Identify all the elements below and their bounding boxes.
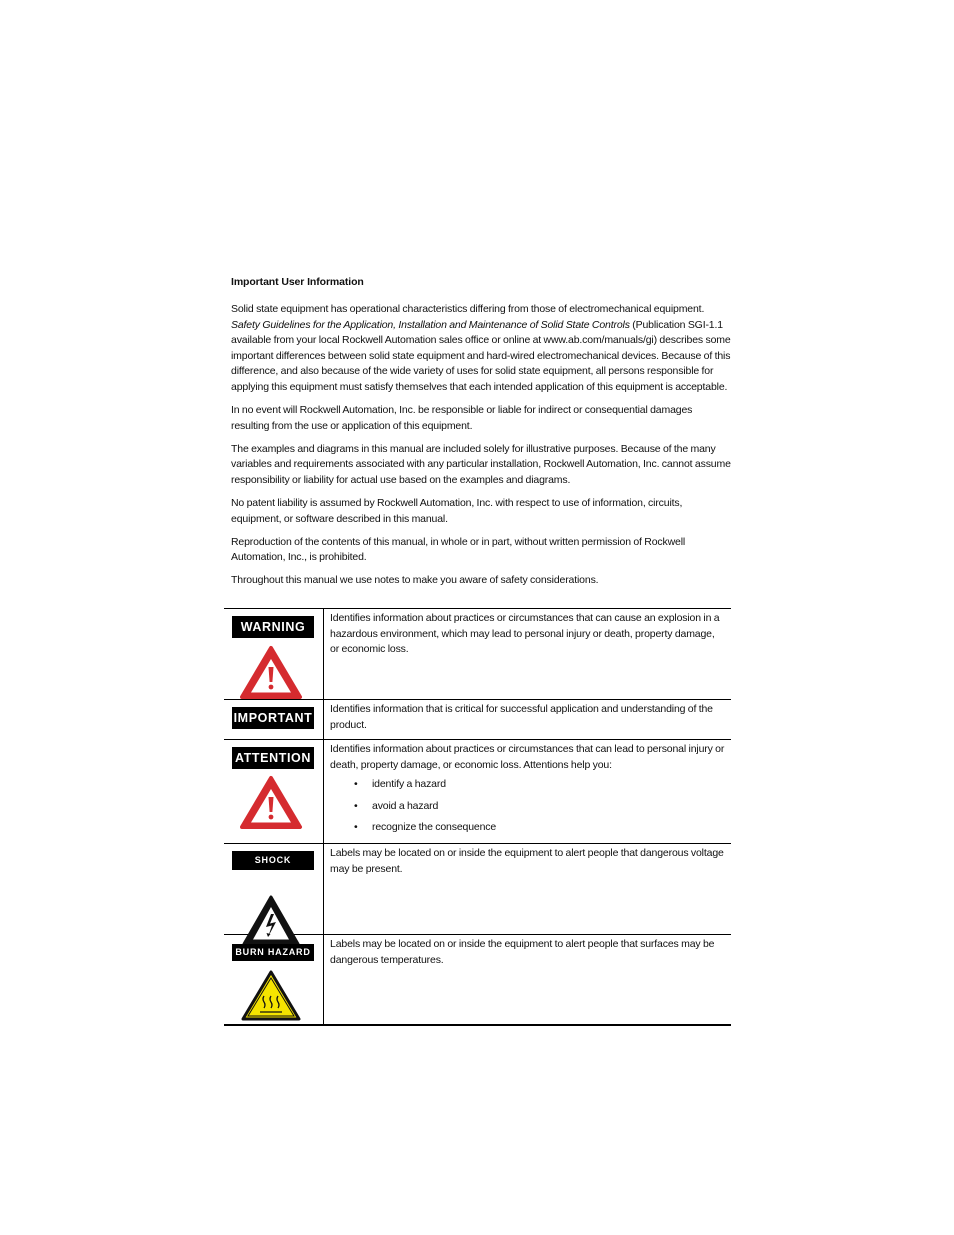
exclamation-triangle-icon [239, 645, 303, 701]
attention-tag: ATTENTION [232, 747, 314, 769]
note-label-cell [224, 609, 324, 699]
note-row-shock-hazard [224, 843, 731, 934]
note-row-attention [224, 739, 731, 843]
paragraph-solid-state-intro: Solid state equipment has operational characteristics differing from those of electromechanical equipment. [231, 303, 705, 315]
warning-description: Identifies information about practices or circumstances that can cause an explosion in a hazardous environment, which may lead to personal injury or death, property damage, or economic loss. [330, 612, 720, 656]
exclamation-triangle-icon [239, 775, 303, 831]
user-information-section [231, 276, 731, 597]
paragraph-patent: No patent liability is assumed by Rockwell Automation, Inc. with respect to use of information, circuits, equipment, or software described in this manual. [231, 497, 683, 525]
attention-text: Identifies information about practices or circumstances that can lead to personal injury or death, property damage, or economic loss. Attentions help you: [330, 743, 725, 771]
paragraph-solid-state [231, 302, 731, 396]
note-label-cell [224, 844, 324, 934]
paragraph-liability: In no event will Rockwell Automation, Inc. be responsible or liable for indirect or consequential damages resulting from the use or application of this equipment. [231, 404, 693, 432]
paragraph-examples: The examples and diagrams in this manual are included solely for illustrative purposes. Because of the many variables and requirements associated with any particular installation, Rockwell Automation, Inc. cannot assume responsibility or liability for actual use based on the examples and diagrams. [231, 442, 731, 486]
shock-hazard-tag: SHOCK HAZARD [232, 851, 314, 870]
burn-hazard-description: Labels may be located on or inside the equipment to alert people that surfaces may be dangerous temperatures. [330, 938, 715, 966]
hot-surface-triangle-icon [240, 969, 302, 1023]
note-row-important [224, 699, 731, 739]
important-tag: IMPORTANT [232, 707, 314, 729]
paragraph-solid-state-rest: (Publication SGI-1.1 available from your local Rockwell Automation sales office or online at www.ab.com/manuals/gi) describes some important differences between solid state equipment and hard-wired electromechanical devices. Because of this difference, and also because of the wide variety of uses for solid state equipment, all persons responsible for applying this equipment must satisfy themselves that each intended application of this equipment is acceptable. [231, 318, 731, 393]
list-item: • identify a hazard [354, 777, 725, 793]
paragraph-reproduction: Reproduction of the contents of this manual, in whole or in part, without written permission of Rockwell Automation, Inc., is prohibited. [231, 535, 686, 564]
warning-tag: WARNING [232, 616, 314, 638]
safety-guidelines-title: Safety Guidelines for the Application, Installation and Maintenance of Solid State Controls [231, 318, 630, 331]
important-description: Identifies information that is critical for successful application and understanding of the product. [330, 703, 713, 731]
note-label-cell [224, 740, 324, 843]
note-row-warning [224, 609, 731, 699]
safety-notes-table [224, 608, 731, 1026]
section-heading: Important User Information [231, 276, 364, 288]
attention-description [324, 740, 731, 843]
note-label-cell [224, 700, 324, 739]
list-item: • recognize the consequence [354, 820, 725, 836]
list-item: • avoid a hazard [354, 799, 725, 815]
attention-bullet-list [330, 777, 725, 835]
note-label-cell [224, 935, 324, 1024]
burn-hazard-tag: BURN HAZARD [232, 944, 314, 961]
paragraph-notes-intro: Throughout this manual we use notes to make you aware of safety considerations. [231, 574, 599, 587]
note-row-burn-hazard [224, 934, 731, 1024]
shock-hazard-description: Labels may be located on or inside the equipment to alert people that dangerous voltage may be present. [330, 847, 724, 875]
